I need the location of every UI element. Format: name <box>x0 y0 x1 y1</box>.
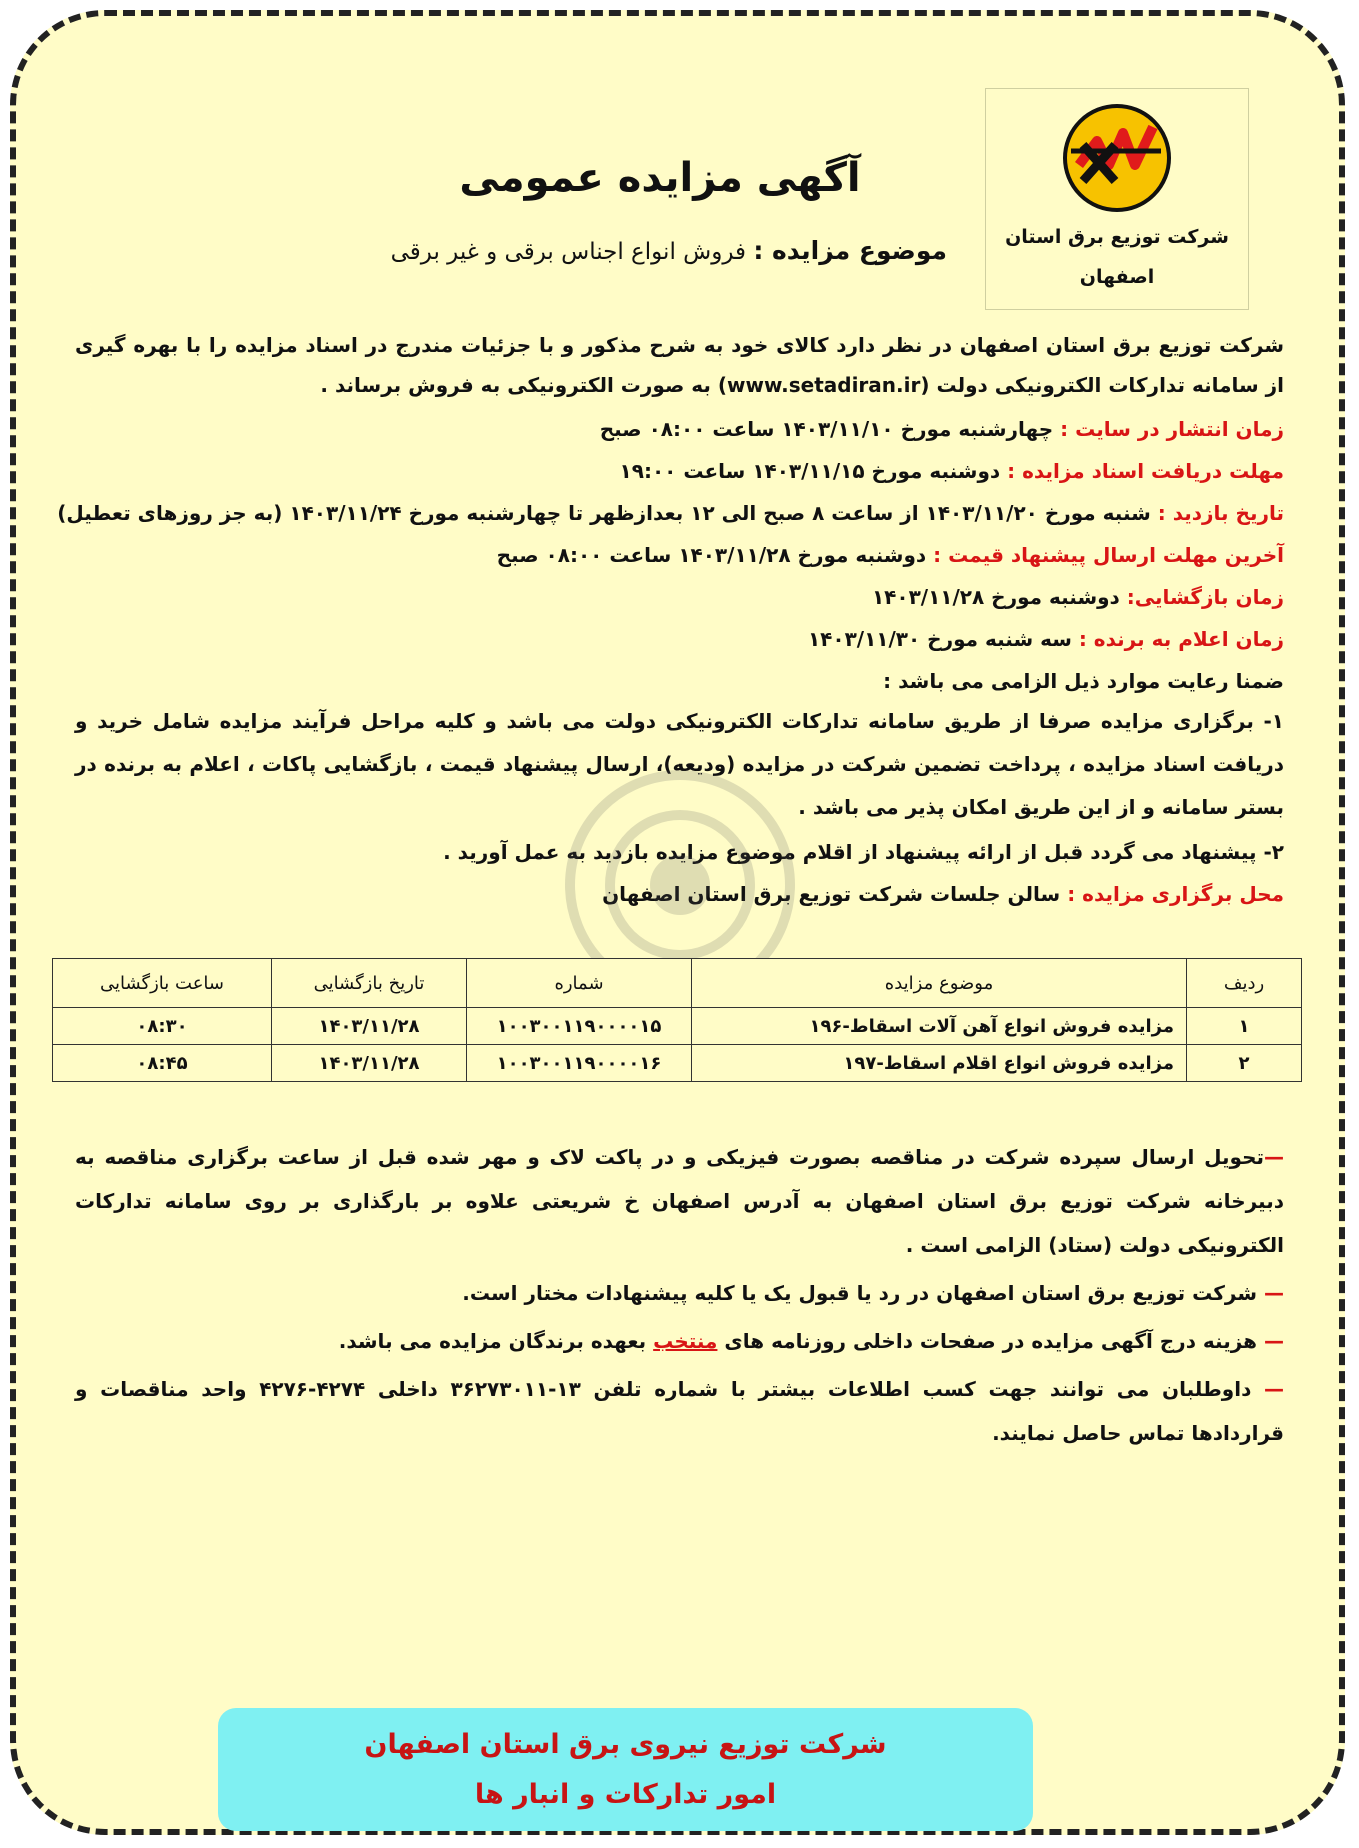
cell-opening-time: ۰۸:۳۰ <box>53 1008 272 1045</box>
schedule-label: تاریخ بازدید : <box>1157 501 1284 525</box>
intro-paragraph: شرکت توزیع برق استان اصفهان در نظر دارد کالای خود به شرح مذکور و با جزئیات مندرج در اسناد مزایده را با بهره گیری از سامانه تدارکات الکترونیکی دولت (www.setadiran.ir) به صورت الکترونیکی به فروش برساند . <box>75 333 1284 397</box>
requirements-heading: ضمنا رعایت موارد ذیل الزامی می باشد : <box>883 669 1284 693</box>
cell-number: ۱۰۰۳۰۰۱۱۹۰۰۰۰۱۶ <box>467 1045 692 1082</box>
cell-subject: مزایده فروش انواع آهن آلات اسقاط-۱۹۶ <box>692 1008 1187 1045</box>
table-header-row <box>53 959 1302 1008</box>
venue-label: محل برگزاری مزایده : <box>1067 882 1284 906</box>
header-row-number: ردیف <box>1187 959 1302 1008</box>
table-row <box>53 1008 1302 1045</box>
cell-subject: مزایده فروش انواع اقلام اسقاط-۱۹۷ <box>692 1045 1187 1082</box>
requirement-item: ۱- برگزاری مزایده صرفا از طریق سامانه تدارکات الکترونیکی دولت می باشد و کلیه مراحل فرآیند مزایده شامل خرید و دریافت اسناد مزایده ، پرداخت تضمین شرکت در مزایده (ودیعه)، ارسال پیشنهاد قیمت ، بازگشایی پاکات ، اعلام به برنده در بستر سامانه و از این طریق امکان پذیر می باشد . <box>75 709 1284 819</box>
schedule-label: زمان بازگشایی: <box>1126 585 1284 609</box>
note-highlight: منتخب <box>653 1329 718 1353</box>
subject-value: فروش انواع اجناس برقی و غیر برقی <box>390 239 747 265</box>
note-delivery <box>75 1135 1284 1267</box>
schedule-value: چهارشنبه مورخ ۱۴۰۳/۱۱/۱۰ ساعت ۰۸:۰۰ صبح <box>599 417 1061 441</box>
schedule-label: زمان انتشار در سایت : <box>1060 417 1284 441</box>
cell-number: ۱۰۰۳۰۰۱۱۹۰۰۰۰۱۵ <box>467 1008 692 1045</box>
footer-department: امور تدارکات و انبار ها <box>474 1779 777 1810</box>
table-row <box>53 1045 1302 1082</box>
auction-venue <box>602 882 1284 906</box>
auction-subject <box>391 236 947 265</box>
schedule-winner <box>808 627 1284 651</box>
schedule-bid-deadline <box>497 543 1284 567</box>
note-text: داوطلبان می توانند جهت کسب اطلاعات بیشتر با شماره تلفن ۱۳-۳۶۲۷۳۰۱۱ داخلی ۴۲۷۴-۴۲۷۶ واحد مناقصات و قراردادها تماس حاصل نمایند. <box>75 1377 1284 1445</box>
schedule-publish <box>600 417 1284 441</box>
venue-value: سالن جلسات شرکت توزیع برق استان اصفهان <box>602 882 1068 906</box>
page-title: آگهی مزایده عمومی <box>459 155 861 201</box>
dash-marker: — <box>1257 1281 1284 1305</box>
dash-marker: — <box>1264 1145 1284 1169</box>
footer-company: شرکت توزیع نیروی برق استان اصفهان <box>364 1729 887 1760</box>
dash-marker: — <box>1251 1377 1285 1401</box>
cell-row-number: ۱ <box>1187 1008 1302 1045</box>
schedule-value: دوشنبه مورخ ۱۴۰۳/۱۱/۱۵ ساعت ۱۹:۰۰ <box>619 459 1008 483</box>
note-cost <box>75 1319 1284 1363</box>
company-name: شرکت توزیع برق استان اصفهان <box>1005 226 1229 288</box>
auctions-table <box>52 958 1302 1082</box>
schedule-label: مهلت دریافت اسناد مزایده : <box>1007 459 1284 483</box>
requirement-item: ۲- پیشنهاد می گردد قبل از ارائه پیشنهاد از اقلام موضوع مزایده بازدید به عمل آورید . <box>443 840 1284 864</box>
note-text: تحویل ارسال سپرده شرکت در مناقصه بصورت فیزیکی و در پاکت لاک و مهر شده قبل از ساعت برگزاری مناقصه به دبیرخانه شرکت توزیع برق استان اصفهان به آدرس اصفهان خ شریعتی علاوه بر بارگذاری بر روی سامانه تدارکات الکترونیکی دولت (ستاد) الزامی است . <box>75 1145 1284 1257</box>
schedule-value: دوشنبه مورخ ۱۴۰۳/۱۱/۲۸ ساعت ۰۸:۰۰ صبح <box>496 543 934 567</box>
subject-label: موضوع مزایده : <box>753 236 947 265</box>
note-text: بعهده برندگان مزایده می باشد. <box>338 1329 654 1353</box>
note-text: هزینه درج آگهی مزایده در صفحات داخلی روزنامه های <box>717 1329 1258 1353</box>
schedule-label: آخرین مهلت ارسال پیشنهاد قیمت : <box>933 543 1284 567</box>
header-number: شماره <box>467 959 692 1008</box>
cell-opening-date: ۱۴۰۳/۱۱/۲۸ <box>272 1008 467 1045</box>
schedule-visit <box>57 501 1284 525</box>
tavanir-logo-icon <box>1057 103 1177 213</box>
cell-opening-date: ۱۴۰۳/۱۱/۲۸ <box>272 1045 467 1082</box>
cell-row-number: ۲ <box>1187 1045 1302 1082</box>
schedule-value: سه شنبه مورخ ۱۴۰۳/۱۱/۳۰ <box>807 627 1079 651</box>
header-opening-time: ساعت بازگشایی <box>53 959 272 1008</box>
note-contact <box>75 1367 1284 1455</box>
schedule-document-deadline <box>620 459 1284 483</box>
schedule-value: شنبه مورخ ۱۴۰۳/۱۱/۲۰ از ساعت ۸ صبح الی ۱۲ بعدازظهر تا چهارشنبه مورخ ۱۴۰۳/۱۱/۲۴ (به جز روزهای تعطیل) <box>57 501 1158 525</box>
schedule-label: زمان اعلام به برنده : <box>1078 627 1284 651</box>
note-text: شرکت توزیع برق استان اصفهان در رد یا قبول یک یا کلیه پیشنهادات مختار است. <box>462 1281 1258 1305</box>
header-opening-date: تاریخ بازگشایی <box>272 959 467 1008</box>
cell-opening-time: ۰۸:۴۵ <box>53 1045 272 1082</box>
footer-box <box>218 1708 1033 1831</box>
schedule-value: دوشنبه مورخ ۱۴۰۳/۱۱/۲۸ <box>871 585 1127 609</box>
company-logo-box <box>985 88 1249 310</box>
note-rights <box>75 1271 1284 1315</box>
schedule-opening <box>872 585 1284 609</box>
header-subject: موضوع مزایده <box>692 959 1187 1008</box>
dash-marker: — <box>1257 1329 1284 1353</box>
